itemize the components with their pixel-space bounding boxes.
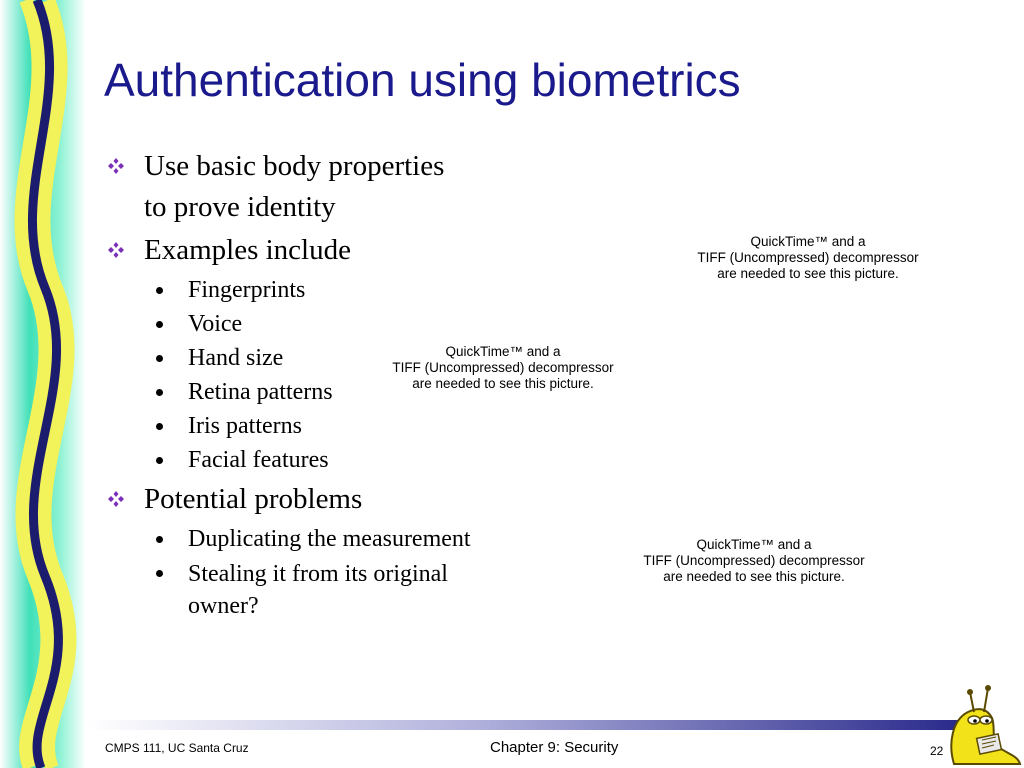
bullet-text: Use basic body properties bbox=[144, 150, 445, 182]
placeholder-line: TIFF (Uncompressed) decompressor bbox=[697, 250, 919, 265]
sub-bullet-text: Facial features bbox=[188, 447, 329, 473]
sub-bullet-item bbox=[104, 411, 544, 441]
sub-bullet-item bbox=[104, 558, 544, 622]
sub-bullet-text: Voice bbox=[188, 311, 243, 337]
sub-bullet-text: Fingerprints bbox=[188, 277, 306, 303]
sub-bullet-item bbox=[104, 309, 544, 339]
bullet-dot bbox=[156, 457, 163, 464]
image-placeholder-bottom-right bbox=[636, 537, 872, 585]
sub-bullet-text-continued: owner? bbox=[188, 593, 259, 619]
footer-gradient-bar bbox=[88, 720, 958, 730]
slide-title: Authentication using biometrics bbox=[104, 54, 741, 106]
placeholder-line: QuickTime™ and a bbox=[445, 344, 561, 359]
placeholder-line: QuickTime™ and a bbox=[696, 537, 812, 552]
bullet-item bbox=[104, 230, 544, 271]
sub-bullet-item bbox=[104, 445, 544, 475]
bullet-text: Examples include bbox=[144, 234, 351, 266]
bullet-text: Potential problems bbox=[144, 483, 363, 515]
bullet-text-continued: to prove identity bbox=[144, 191, 336, 223]
diamond-cluster-icon bbox=[106, 146, 126, 187]
sub-bullet-item bbox=[104, 275, 544, 305]
footer-course: CMPS 111, UC Santa Cruz bbox=[105, 741, 249, 755]
footer-page-number: 22 bbox=[930, 744, 944, 758]
diamond-cluster-icon bbox=[106, 479, 126, 520]
bullet-dot bbox=[156, 536, 163, 543]
footer-chapter: Chapter 9: Security bbox=[490, 739, 619, 756]
bullet-dot bbox=[156, 389, 163, 396]
placeholder-line: are needed to see this picture. bbox=[717, 266, 899, 281]
placeholder-line: QuickTime™ and a bbox=[750, 234, 866, 249]
banana-slug-icon bbox=[944, 684, 1022, 768]
placeholder-line: TIFF (Uncompressed) decompressor bbox=[392, 360, 614, 375]
placeholder-line: TIFF (Uncompressed) decompressor bbox=[643, 553, 865, 568]
bullet-dot bbox=[156, 570, 163, 577]
decorative-wave-band bbox=[0, 0, 90, 768]
sub-bullet-text: Retina patterns bbox=[188, 379, 333, 405]
bullet-item bbox=[104, 479, 544, 520]
sub-bullet-item bbox=[104, 524, 544, 554]
bullet-item bbox=[104, 146, 544, 228]
sub-bullet-text: Duplicating the measurement bbox=[188, 526, 471, 552]
sub-bullet-text: Hand size bbox=[188, 345, 284, 371]
placeholder-line: are needed to see this picture. bbox=[663, 569, 845, 584]
image-placeholder-top-right bbox=[672, 234, 944, 282]
bullet-dot bbox=[156, 423, 163, 430]
sub-bullet-text: Stealing it from its original bbox=[188, 561, 448, 587]
bullet-dot bbox=[156, 321, 163, 328]
bullet-dot bbox=[156, 355, 163, 362]
image-placeholder-middle bbox=[372, 344, 634, 392]
sub-bullet-text: Iris patterns bbox=[188, 413, 302, 439]
bullet-dot bbox=[156, 287, 163, 294]
diamond-cluster-icon bbox=[106, 230, 126, 271]
placeholder-line: are needed to see this picture. bbox=[412, 376, 594, 391]
